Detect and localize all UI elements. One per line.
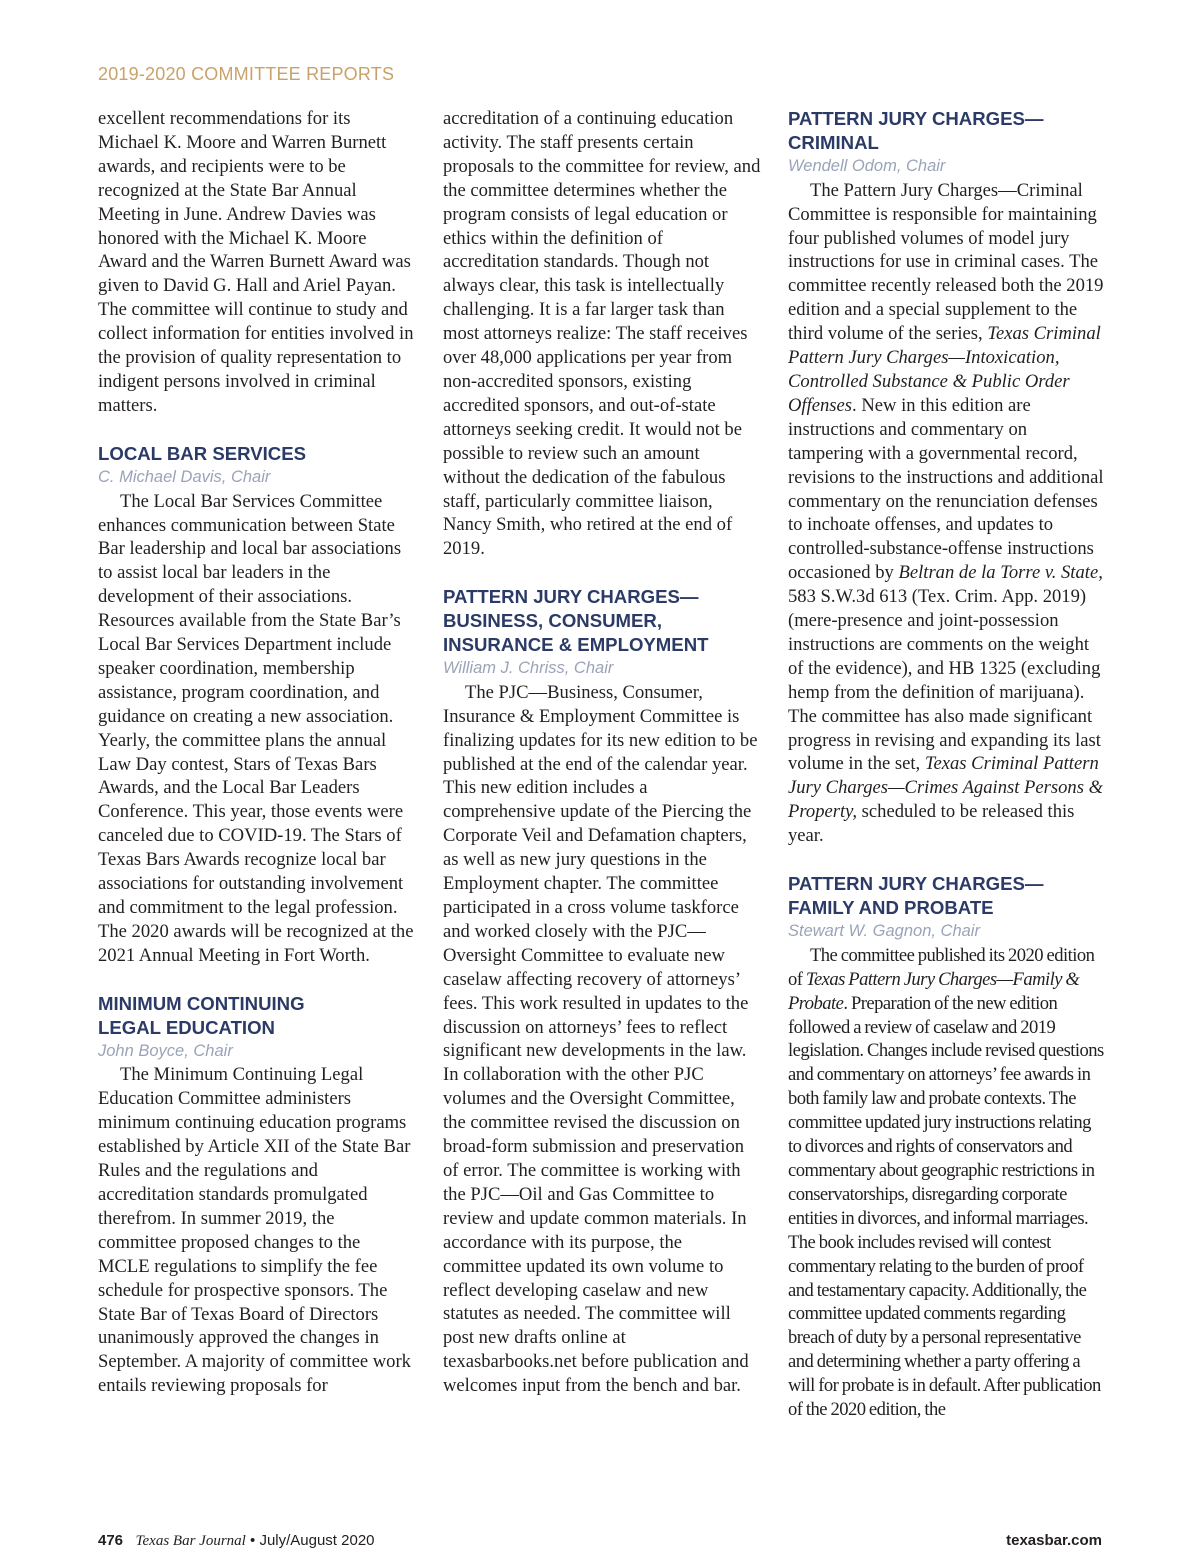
journal-title: Texas Bar Journal <box>135 1533 246 1549</box>
heading-line: CRIMINAL <box>788 131 879 153</box>
heading-line: FAMILY AND PROBATE <box>788 897 994 918</box>
text-run: scheduled to be released this year. <box>788 801 1075 847</box>
body-paragraph: accreditation of a continuing education activity. The staff presents certain proposals to the committee for review, and the committee determines whether the program consists of legal education or ethics within the definition of accreditation standards. Though not always clear, this task is intellectually challenging. It is a far larger task than most attorneys realize: The staff receives over 48,000 applications per year from non-accredited sponsors, existing accredited sponsors, and out-of-state attorneys seeking credit. It would not be possible to review such an amount without the dedication of the fabulous staff, particularly committee liaison, Nancy Smith, who retired at the end of 2019. <box>443 108 761 560</box>
body-paragraph: The Local Bar Services Committee enhances communication between State Bar leadership and local bar associations to assist local bar leaders in the development of their associations. Resources available from the State Bar’s Local Bar Services Department include speaker coordination, membership assistance, program coordination, and guidance on creating a new association. Yearly, the committee plans the annual Law Day contest, Stars of Texas Bars Awards, and the Local Bar Leaders Conference. This year, those events were canceled due to COVID-19. The Stars of Texas Bars Awards recognize local bar associations for outstanding involvement and commitment to the legal profession. The 2020 awards will be recognized at the 2021 Annual Meeting in Fort Worth. <box>98 490 414 966</box>
column-3 <box>788 107 1106 1422</box>
section-chair: John Boyce, Chair <box>98 1041 233 1060</box>
footer-bullet: • <box>250 1532 256 1549</box>
column-1 <box>98 107 416 1398</box>
section-heading-mcle <box>98 992 416 1040</box>
book-title: Texas Criminal Pattern Jury Charges—Intoxication, Controlled Substance & Public Order Offenses <box>788 323 1101 416</box>
text-run: The Pattern Jury Charges—Criminal Committee is responsible for maintaining four published volumes of model jury instructions for use in criminal cases. The committee recently released both the 2019 edition and a special supplement to the third volume of the series, <box>788 179 1104 345</box>
book-title: Texas Pattern Jury Charges—Family & Probate <box>788 968 1080 1014</box>
heading-line: MINIMUM CONTINUING <box>98 992 305 1014</box>
text-run: 583 S.W.3d 613 (Tex. Crim. App. 2019) (mere-presence and joint-possession instructions are comments on the weight of the evidence), and HB 1325 (excluding hemp from the definition of marijuana). The committee has also made significant progress in revising and expanding its last volume in the set, <box>788 586 1101 775</box>
running-head: 2019-2020 COMMITTEE REPORTS <box>98 64 395 84</box>
section-heading-pjc-business <box>443 585 761 657</box>
heading-line: BUSINESS, CONSUMER, <box>443 610 663 632</box>
body-paragraph: excellent recommendations for its Michael K. Moore and Warren Burnett awards, and recipients were to be recognized at the State Bar Annual Meeting in June. Andrew Davies was honored with the Michael K. Moore Award and the Warren Burnett Award was given to David G. Hall and Ariel Payan. The committee will continue to study and collect information for entities involved in the provision of quality representation to indigent persons involved in criminal matters. <box>98 108 414 416</box>
section-chair: Wendell Odom, Chair <box>788 156 946 175</box>
section-chair: C. Michael Davis, Chair <box>98 467 271 486</box>
text-run: . Preparation of the new edition followed a review of caselaw and 2019 legislation. Changes include revised questions and commentary on attorneys’ fee awards in both family law and probate contexts. The committee updated jury instructions relating to divorces and rights of conservators and commentary about geographic restrictions in conservatorships, disregarding corporate entities in divorces, and informal marriages. The book includes revised will contest commentary relating to the burden of proof and testamentary capacity. Additionally, the committee updated comments regarding breach of duty by a personal representative and determining whether a party offering a will for probate is in default. After publication of the 2020 edition, the <box>788 992 1104 1421</box>
text-run: . New in this edition are instructions and commentary on tampering with a governmental record, revisions to the instructions and additional commentary on the renunciation defenses to inchoate offenses, and updates to controlled-substance-offense instructions occasioned by <box>788 394 1104 584</box>
section-heading-local-bar-services: LOCAL BAR SERVICES <box>98 442 307 464</box>
footer-site-link[interactable]: texasbar.com <box>1006 1532 1102 1549</box>
heading-line: PATTERN JURY CHARGES— <box>788 873 1044 895</box>
section-heading-pjc-family <box>788 872 1106 920</box>
body-paragraph <box>788 944 1106 1422</box>
text-run: The committee published its 2020 edition of <box>788 944 1095 990</box>
body-paragraph: The PJC—Business, Consumer, Insurance & Employment Committee is finalizing updates for its new edition to be published at the end of the calendar year. This new edition includes a comprehensive update of the Piercing the Corporate Veil and Defamation chapters, as well as new jury questions in the Employment chapter. The committee participated in a cross volume taskforce and worked closely with the PJC—Oversight Committee to evaluate new caselaw affecting recovery of attorneys’ fees. This work resulted in updates to the discussion on attorneys’ fees to reflect significant new developments in the law. In collaboration with the other PJC volumes and the Oversight Committee, the committee revised the discussion on broad-form submission and preservation of error. The committee is working with the PJC—Oil and Gas Committee to review and update common materials. In accordance with its purpose, the committee updated its own volume to reflect developing caselaw and new statutes as needed. The committee will post new drafts online at texasbarbooks.net before publication and welcomes input from the bench and bar. <box>443 681 758 1397</box>
case-citation: Beltran de la Torre v. State, <box>898 562 1103 584</box>
section-heading-pjc-criminal <box>788 107 1106 155</box>
heading-line: PATTERN JURY CHARGES— <box>788 108 1044 129</box>
heading-line: PATTERN JURY CHARGES— <box>443 586 699 608</box>
footer-left <box>98 1532 375 1550</box>
section-chair: Stewart W. Gagnon, Chair <box>788 921 980 940</box>
page-number: 476 <box>98 1532 124 1549</box>
heading-line: LEGAL EDUCATION <box>98 1016 275 1038</box>
body-paragraph <box>788 179 1106 848</box>
body-paragraph: The Minimum Continuing Legal Education Committee administers minimum continuing education programs established by Article XII of the State Bar Rules and the regulations and accreditation standards promulgated therefrom. In summer 2019, the committee proposed changes to the MCLE regulations to simplify the fee schedule for prospective sponsors. The State Bar of Texas Board of Directors unanimously approved the changes in September. A majority of committee work entails reviewing proposals for <box>98 1064 411 1397</box>
issue-date: July/August 2020 <box>259 1532 375 1549</box>
column-2 <box>443 107 761 1398</box>
section-chair: William J. Chriss, Chair <box>443 658 614 677</box>
book-title: Texas Criminal Pattern Jury Charges—Crimes Against Persons & Property, <box>788 753 1104 823</box>
heading-line: INSURANCE & EMPLOYMENT <box>443 634 709 656</box>
